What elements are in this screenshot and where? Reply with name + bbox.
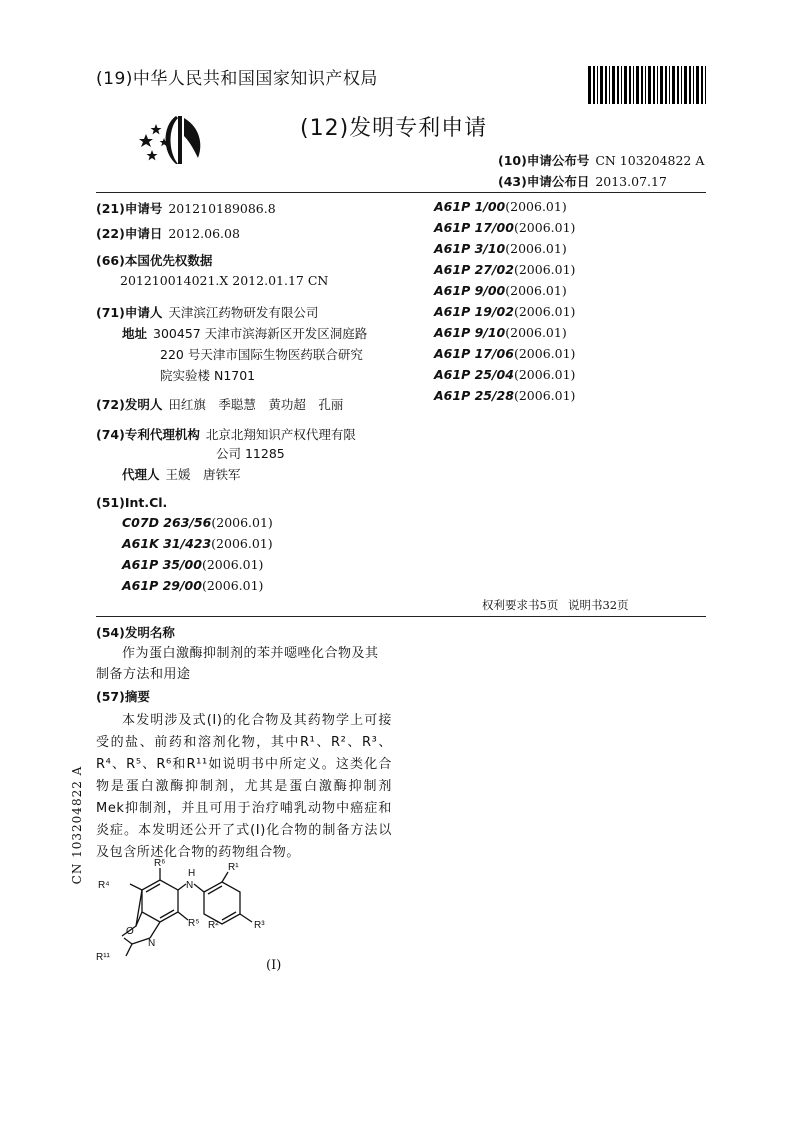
ipc-version: (2006.01) bbox=[505, 241, 567, 256]
int-cl-label bbox=[96, 493, 167, 512]
ring-o-label: O bbox=[126, 926, 134, 937]
abstract-divider bbox=[96, 616, 706, 617]
h-label: H bbox=[188, 868, 196, 879]
ipc-code: A61P 9/00 bbox=[434, 283, 506, 298]
int-cl-label-text: (51)Int.Cl. bbox=[96, 495, 168, 510]
ring-n-label: N bbox=[148, 938, 156, 949]
invention-title-line-2: 制备方法和用途 bbox=[96, 667, 191, 682]
agency-line-1: 北京北翔知识产权代理有限 bbox=[205, 427, 356, 442]
ipc-version: (2006.01) bbox=[505, 325, 567, 340]
header-divider bbox=[96, 192, 706, 193]
application-number: 201210189086.8 bbox=[168, 201, 276, 216]
application-number-row bbox=[96, 199, 276, 218]
r6-label: R⁶ bbox=[154, 858, 166, 869]
address-label: 地址 bbox=[122, 326, 148, 341]
ipc-code: A61K 31/423 bbox=[122, 536, 212, 551]
ipc-entry bbox=[434, 196, 575, 217]
ipc-entry bbox=[434, 280, 575, 301]
application-number-label: (21)申请号 bbox=[96, 201, 163, 216]
ipc-code: A61P 3/10 bbox=[434, 241, 506, 256]
barcode-image bbox=[588, 66, 706, 104]
r11-label: R¹¹ bbox=[96, 952, 110, 963]
invention-title-label bbox=[96, 623, 175, 642]
agent-names: 王媛 唐铁军 bbox=[165, 467, 241, 482]
ipc-entry bbox=[434, 364, 575, 385]
filing-date-row bbox=[96, 224, 240, 243]
r2-label: R² bbox=[208, 920, 219, 931]
issuing-office: (19)中华人民共和国国家知识产权局 bbox=[96, 69, 378, 89]
ipc-code: A61P 1/00 bbox=[434, 199, 506, 214]
agency-line-2: 公司 11285 bbox=[216, 446, 285, 461]
ipc-entry bbox=[434, 238, 575, 259]
applicant-label: (71)申请人 bbox=[96, 305, 163, 320]
filing-date: 2012.06.08 bbox=[168, 226, 240, 241]
ipc-entry bbox=[122, 533, 273, 554]
publication-number: CN 103204822 A bbox=[595, 153, 705, 168]
agency-row bbox=[96, 425, 356, 444]
invention-title-line-1: 作为蛋白激酶抑制剂的苯并噁唑化合物及其 bbox=[122, 646, 379, 661]
publication-number-label: (10)申请公布号 bbox=[498, 153, 590, 168]
address-line-2: 220 号天津市国际生物医药联合研究 bbox=[160, 347, 363, 362]
publication-number-row bbox=[498, 151, 704, 169]
ipc-entry bbox=[122, 512, 273, 533]
ipc-version: (2006.01) bbox=[505, 199, 567, 214]
abstract-label-text: (57)摘要 bbox=[96, 689, 150, 704]
ipc-version: (2006.01) bbox=[513, 262, 576, 277]
r1-label: R¹ bbox=[228, 862, 239, 873]
ipc-entry bbox=[434, 343, 575, 364]
page-counts: 权利要求书5页 说明书32页 bbox=[482, 598, 629, 612]
ipc-code: A61P 27/02 bbox=[434, 262, 514, 277]
ipc-version: (2006.01) bbox=[201, 578, 264, 593]
agent-row bbox=[122, 465, 241, 484]
ipc-version: (2006.01) bbox=[513, 388, 576, 403]
ipc-entry bbox=[122, 575, 273, 596]
abstract-label bbox=[96, 687, 150, 706]
address-row bbox=[122, 324, 367, 343]
r3-label: R³ bbox=[254, 920, 265, 931]
ipc-version: (2006.01) bbox=[505, 283, 567, 298]
ipc-version: (2006.01) bbox=[513, 346, 576, 361]
inventors-row bbox=[96, 395, 343, 414]
applicant-name: 天津滨江药物研发有限公司 bbox=[168, 305, 319, 320]
ipc-code: A61P 25/28 bbox=[434, 388, 514, 403]
ipc-version: (2006.01) bbox=[201, 557, 264, 572]
ipc-code: A61P 25/04 bbox=[434, 367, 514, 382]
ipc-entry bbox=[434, 322, 575, 343]
ipc-code: A61P 29/00 bbox=[122, 578, 202, 593]
side-publication-number: CN 103204822 A bbox=[70, 765, 84, 885]
inventors-label: (72)发明人 bbox=[96, 397, 163, 412]
invention-title-label-text: (54)发明名称 bbox=[96, 625, 175, 640]
nh-label: N bbox=[186, 880, 194, 891]
publication-date-row bbox=[498, 172, 667, 190]
ipc-version: (2006.01) bbox=[513, 304, 576, 319]
ipc-code: A61P 35/00 bbox=[122, 557, 202, 572]
formula-label: (I) bbox=[266, 958, 282, 973]
publication-date-label: (43)申请公布日 bbox=[498, 174, 590, 189]
ipc-entry bbox=[434, 217, 575, 238]
ipc-list-right bbox=[434, 196, 575, 406]
abstract-text: 本发明涉及式(I)的化合物及其药物学上可接受的盐、前药和溶剂化物，其中R¹、R²、R³、R⁴、R⁵、R⁶和R¹¹如说明书中所定义。这类化合物是蛋白激酶抑制剂，尤其是蛋白激酶抑制剂Mek抑制剂，并且可用于治疗哺乳动物中癌症和炎症。本发明还公开了式(I)化合物的制备方法以及包含所述化合物的药物组合物。 bbox=[96, 713, 392, 860]
ipc-version: (2006.01) bbox=[513, 220, 576, 235]
r4-label: R⁴ bbox=[98, 880, 110, 891]
address-line-1: 300457 天津市滨海新区开发区洞庭路 bbox=[153, 326, 368, 341]
ipc-entry bbox=[122, 554, 273, 575]
ipc-version: (2006.01) bbox=[513, 367, 576, 382]
agency-label: (74)专利代理机构 bbox=[96, 427, 200, 442]
ipc-code: A61P 17/00 bbox=[434, 220, 514, 235]
ipc-entry bbox=[434, 301, 575, 322]
filing-date-label: (22)申请日 bbox=[96, 226, 163, 241]
r5-label: R⁵ bbox=[188, 918, 200, 929]
ipc-version: (2006.01) bbox=[211, 515, 273, 530]
priority-value: 201210014021.X 2012.01.17 CN bbox=[120, 273, 329, 288]
ipc-code: A61P 17/06 bbox=[434, 346, 514, 361]
ipc-code: A61P 9/10 bbox=[434, 325, 506, 340]
document-type-title: (12)发明专利申请 bbox=[300, 116, 488, 141]
ipc-code: C07D 263/56 bbox=[122, 515, 212, 530]
agent-label: 代理人 bbox=[122, 467, 160, 482]
abstract-body bbox=[96, 710, 392, 864]
priority-label-text: (66)本国优先权数据 bbox=[96, 253, 213, 268]
inventors-names: 田红旗 季聪慧 黄功超 孔丽 bbox=[168, 397, 344, 412]
ipc-entry bbox=[434, 385, 575, 406]
ipc-code: A61P 19/02 bbox=[434, 304, 514, 319]
office-emblem-icon bbox=[132, 112, 212, 168]
ipc-entry bbox=[434, 259, 575, 280]
address-line-3: 院实验楼 N1701 bbox=[160, 368, 256, 383]
priority-label bbox=[96, 251, 212, 270]
ipc-list-left bbox=[122, 512, 273, 596]
applicant-row bbox=[96, 303, 318, 322]
ipc-version: (2006.01) bbox=[211, 536, 273, 551]
publication-date: 2013.07.17 bbox=[595, 174, 667, 189]
